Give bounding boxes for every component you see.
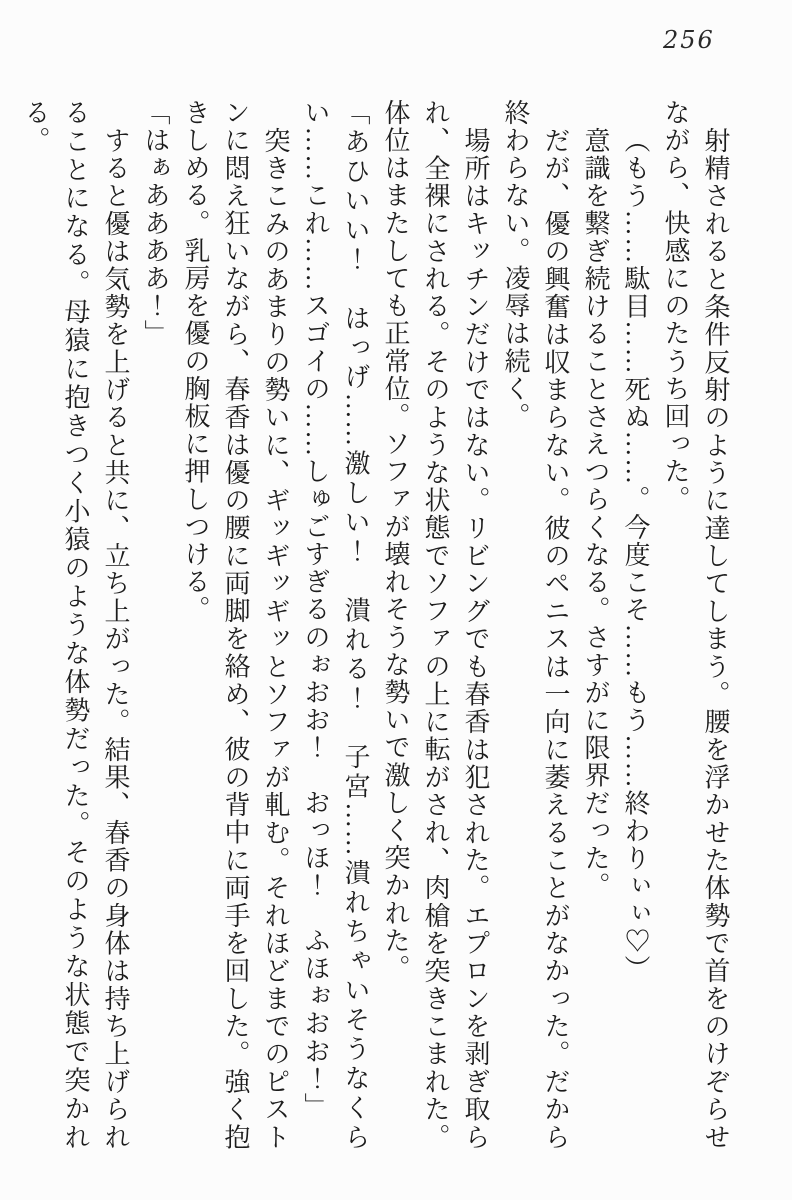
paragraph-2: （もう……駄目……死ぬ……。今度こそ……もう……終わりぃぃ♡） [621, 127, 650, 983]
paragraph-8-dialogue: 「はぁああああ！」 [141, 99, 170, 348]
paragraph-4: だが、優の興奮は収まらない。彼のペニスは一向に萎えることがなかった。だから終わらない。凌辱は続く。 [501, 99, 570, 1151]
page-number: 256 [663, 26, 715, 54]
paragraph-6-dialogue: 「あひいい！ はっげ……激しい！ 潰れる！ 子宮……潰れちゃいそうなくらい……これ……スゴイの……しゅごすぎるのぉおお！ おっほ！ ふほぉおお！」 [301, 99, 370, 1151]
paragraph-7: 突きこみのあまりの勢いに、ギッギッギッとソファが軋む。それほどまでのピストンに悶え狂いながら、春香は優の腰に両脚を絡め、彼の背中に両手を回した。強く抱きしめる。乳房を優の胸板に押しつける。 [181, 99, 290, 1151]
paragraph-9: すると優は気勢を上げると共に、立ち上がった。結果、春香の身体は持ち上げられることになる。母猿に抱きつく小猿のような体勢だった。そのような状態で突かれる。 [21, 99, 130, 1151]
vertical-text-block [15, 99, 735, 1151]
paragraph-3: 意識を繋ぎ続けることさえつらくなる。さすがに限界だった。 [581, 127, 610, 900]
paragraph-5: 場所はキッチンだけではない。リビングでも春香は犯された。エプロンを剥ぎ取られ、全裸にされる。そのような状態でソファの上に転がされ、肉槍を突きこまれた。体位はまたしても正常位。ソファが壊れそうな勢いで激しく突かれた。 [381, 99, 490, 1151]
paragraph-1: 射精されると条件反射のように達してしまう。腰を浮かせた体勢で首をのけぞらせながら、快感にのたうち回った。 [661, 99, 730, 1151]
